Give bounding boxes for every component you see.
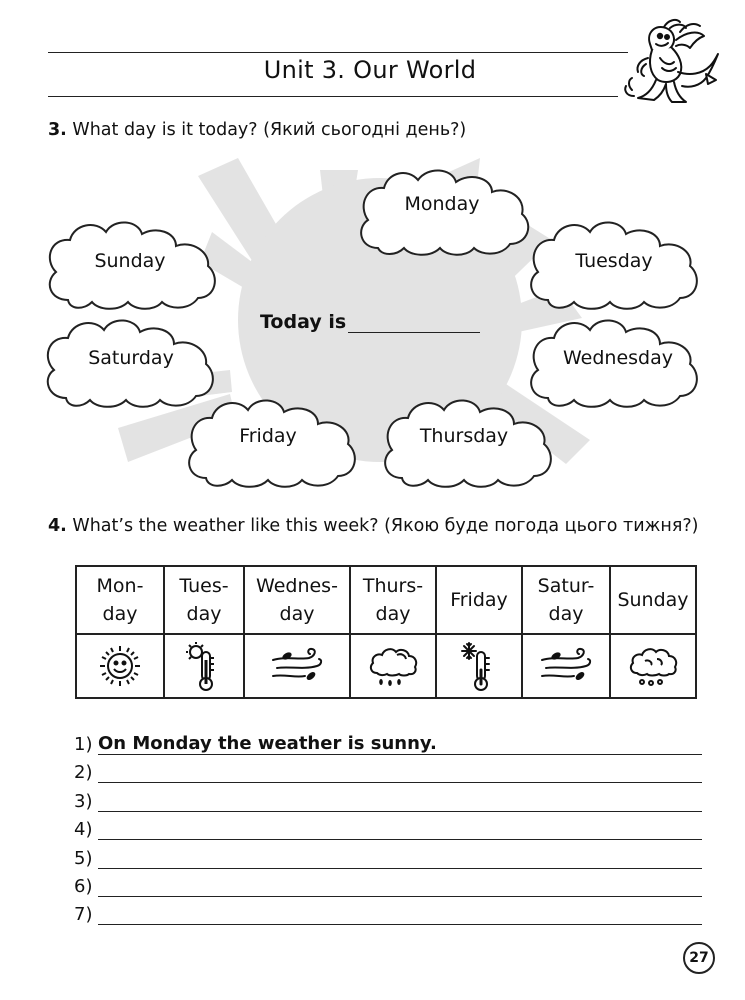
answer-line[interactable] — [98, 902, 702, 925]
day-label-monday: Monday — [404, 193, 480, 215]
answer-row-2 — [74, 761, 702, 783]
sunny-icon — [97, 643, 143, 689]
answer-line[interactable] — [98, 789, 702, 812]
task4-instruction: What’s the weather like this week? (Якою буде погода цього тижня?) — [72, 516, 699, 536]
weather-days-row — [76, 566, 696, 634]
weather-day-cell: Thurs- day — [350, 566, 436, 634]
today-answer-blank[interactable] — [348, 314, 480, 333]
answer-row-1 — [74, 733, 702, 755]
header-rule-bottom — [48, 96, 618, 97]
hot-thermometer-icon — [184, 640, 224, 692]
task4-heading — [48, 516, 698, 536]
answer-number: 4) — [74, 819, 93, 840]
weather-day-cell: Wednes- day — [244, 566, 350, 634]
answer-example-text: On Monday the weather is sunny. — [98, 733, 437, 754]
weather-icon-cell — [76, 634, 164, 698]
rainy-cloud-icon — [367, 643, 419, 689]
day-label-saturday: Saturday — [88, 347, 174, 369]
today-is-prompt — [260, 311, 480, 333]
weather-icon-cell — [244, 634, 350, 698]
windy-icon — [269, 646, 325, 686]
windy-icon — [538, 646, 594, 686]
day-label-friday: Friday — [239, 425, 297, 447]
answer-row-3 — [74, 790, 702, 812]
weather-icon-cell — [164, 634, 244, 698]
answer-number: 1) — [74, 734, 93, 755]
dragon-mascot-icon — [620, 14, 724, 106]
weather-table — [75, 565, 697, 699]
answer-number: 6) — [74, 876, 93, 897]
answer-line[interactable] — [98, 760, 702, 783]
task4-number: 4. — [48, 516, 67, 536]
weather-icon-cell — [522, 634, 610, 698]
task3-number: 3. — [48, 120, 67, 140]
snowy-cloud-icon — [627, 643, 679, 689]
answer-row-4 — [74, 818, 702, 840]
weather-day-cell: Tues- day — [164, 566, 244, 634]
answer-row-6 — [74, 875, 702, 897]
day-label-sunday: Sunday — [94, 250, 166, 272]
weather-icon-cell — [350, 634, 436, 698]
answer-number: 5) — [74, 848, 93, 869]
answer-row-5 — [74, 847, 702, 869]
weather-day-cell: Friday — [436, 566, 522, 634]
answer-number: 7) — [74, 904, 93, 925]
cold-thermometer-icon — [459, 640, 499, 692]
answer-line[interactable] — [98, 817, 702, 840]
answer-number: 2) — [74, 762, 93, 783]
answer-row-7 — [74, 903, 702, 925]
task3-heading — [48, 120, 466, 140]
answer-number: 3) — [74, 791, 93, 812]
weather-icon-cell — [436, 634, 522, 698]
answer-line[interactable] — [98, 874, 702, 897]
weather-icon-cell — [610, 634, 696, 698]
today-is-label: Today is — [260, 311, 347, 333]
task3-instruction: What day is it today? (Який сьогодні день?) — [72, 120, 467, 140]
day-label-tuesday: Tuesday — [575, 250, 653, 272]
answer-line[interactable] — [98, 846, 702, 869]
header-rule-top — [48, 52, 628, 53]
weather-day-cell: Satur- day — [522, 566, 610, 634]
day-label-wednesday: Wednesday — [562, 347, 673, 369]
unit-title: Unit 3. Our World — [263, 56, 477, 84]
weather-icons-row — [76, 634, 696, 698]
page-number: 27 — [683, 942, 715, 974]
weather-day-cell: Sunday — [610, 566, 696, 634]
day-label-thursday: Thursday — [419, 425, 509, 447]
weather-day-cell: Mon- day — [76, 566, 164, 634]
